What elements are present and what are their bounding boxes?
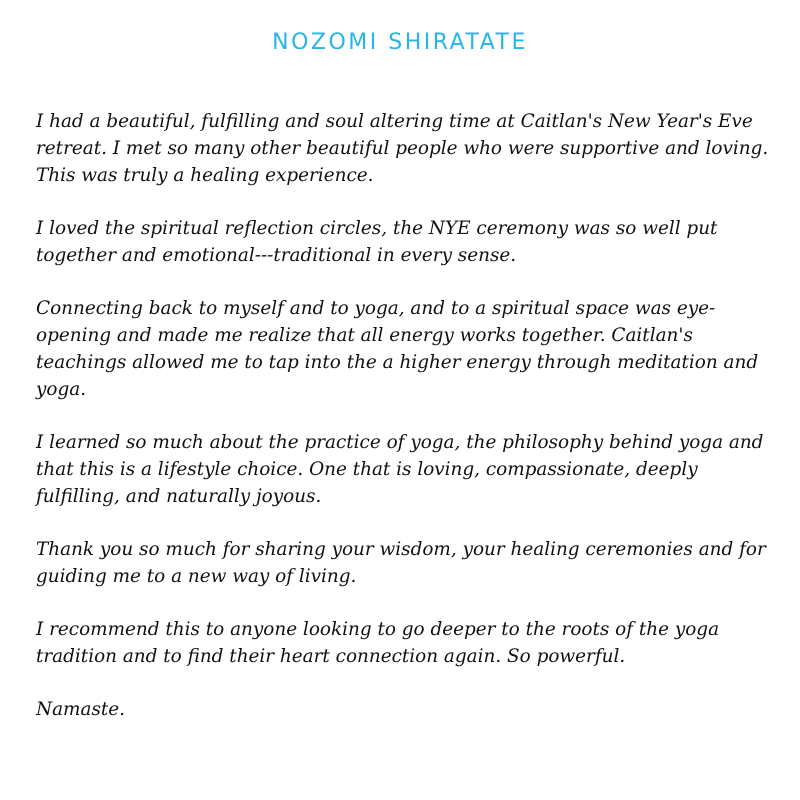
paragraph-6: I recommend this to anyone looking to go deeper to the roots of the yoga tradition and to find their heart connection again. So powerful. bbox=[36, 619, 720, 667]
author-name-title: NOZOMI SHIRATATE bbox=[272, 30, 528, 55]
testimonial-body bbox=[36, 108, 776, 749]
paragraph-5: Thank you so much for sharing your wisdom, your healing ceremonies and for guiding me to a new way of living. bbox=[36, 539, 766, 587]
paragraph-7-signoff: Namaste. bbox=[36, 699, 126, 720]
paragraph-3: Connecting back to myself and to yoga, and to a spiritual space was eye-opening and made me realize that all energy works together. Caitlan's teachings allowed me to tap into the a higher energy through meditation and yoga. bbox=[36, 298, 759, 400]
paragraph-4: I learned so much about the practice of yoga, the philosophy behind yoga and that this is a lifestyle choice. One that is loving, compassionate, deeply fulfilling, and naturally joyous. bbox=[36, 432, 764, 507]
paragraph-1: I had a beautiful, fulfilling and soul altering time at Caitlan's New Year's Eve retreat. I met so many other beautiful people who were supportive and loving. This was truly a healing experience. bbox=[36, 111, 769, 186]
paragraph-2: I loved the spiritual reflection circles, the NYE ceremony was so well put together and emotional---traditional in every sense. bbox=[36, 218, 718, 266]
